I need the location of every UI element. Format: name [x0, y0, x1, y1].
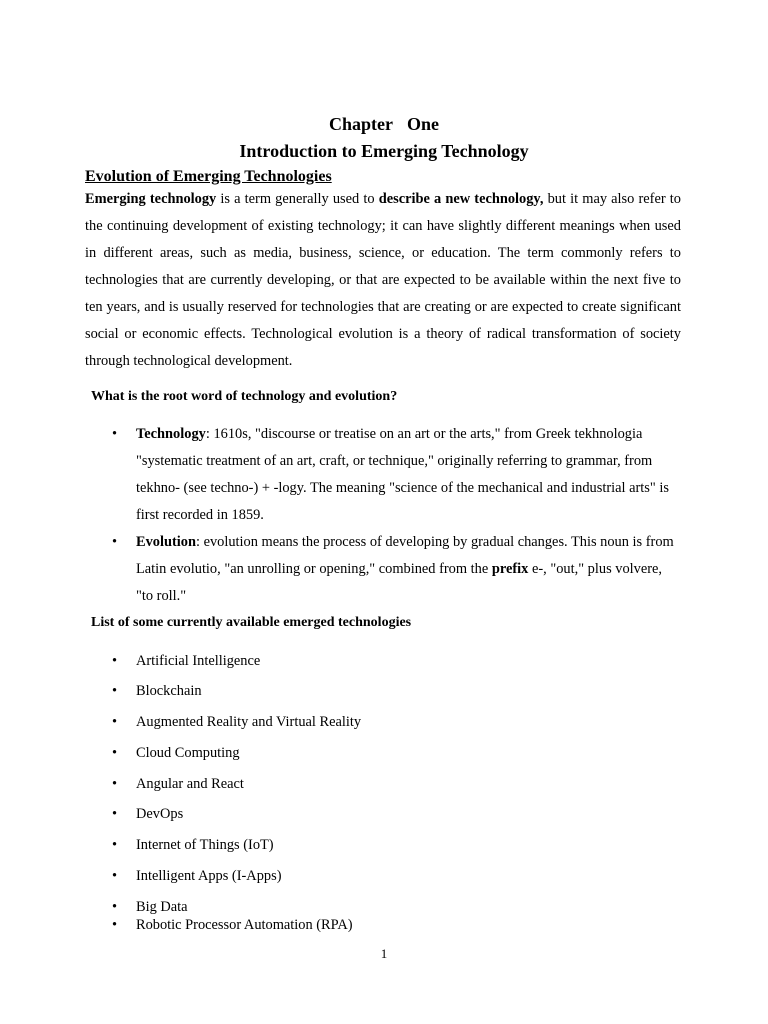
definition-term: Technology — [136, 426, 206, 442]
bullet: • — [112, 745, 118, 761]
list-heading: List of some currently available emerged technologies — [91, 615, 412, 630]
section-heading: Evolution of Emerging Technologies — [85, 168, 332, 185]
intro-text-1: is a term generally used to — [216, 191, 379, 207]
list-item — [110, 714, 361, 731]
list-item — [110, 745, 240, 762]
question-heading: What is the root word of technology and evolution? — [91, 389, 398, 404]
list-item-label: Intelligent Apps (I-Apps) — [136, 868, 282, 884]
bullet: • — [112, 776, 118, 792]
bullet: • — [112, 714, 118, 730]
list-item — [110, 683, 202, 700]
definition-text-2: e-, "out," plus volvere, "to roll." — [136, 561, 663, 604]
list-item — [110, 653, 260, 670]
bullet: • — [112, 917, 118, 933]
bullet: • — [112, 806, 118, 822]
list-item-label: Big Data — [136, 899, 188, 915]
intro-text-2: but it may also refer to the continuing development of existing technology; it can have slightly different meanings when used in different areas, such as media, business, science, or education. The term commonly refers to technologies that are currently developing, or that are expected to be available within the next five to ten years, and is usually reserved for technologies that are creating or are expected to create significant social or economic effects. Technological evolution is a theory of radical transformation of society through technological development. — [85, 191, 681, 369]
list-item-label: DevOps — [136, 806, 184, 822]
page-number: 1 — [380, 946, 388, 961]
list-item-label: Internet of Things (IoT) — [136, 837, 274, 853]
list-item-label: Robotic Processor Automation (RPA) — [136, 917, 353, 933]
list-item-label: Augmented Reality and Virtual Reality — [136, 714, 362, 730]
bullet: • — [112, 653, 118, 669]
definition-text: : 1610s, "discourse or treatise on an art or the arts," from Greek tekhnologia "systematic treatment of an art, craft, or technique," originally referring to grammar, from tekhno- (see techno-) + -logy. The meaning "science of the mechanical and industrial arts" is first recorded in 1859. — [136, 426, 669, 523]
definition-term: Evolution — [136, 534, 196, 550]
bullet: • — [112, 426, 118, 442]
intro-paragraph — [85, 186, 681, 375]
chapter-word: Chapter — [328, 114, 393, 134]
bullet: • — [112, 899, 118, 915]
list-item-label: Cloud Computing — [136, 745, 240, 761]
definition-bold-word: prefix — [491, 561, 529, 577]
list-item-label: Blockchain — [136, 683, 202, 699]
list-item — [110, 868, 281, 885]
list-item — [110, 917, 353, 934]
definition-list — [110, 421, 682, 610]
list-item — [110, 776, 244, 793]
list-item — [110, 899, 188, 916]
page-title: Introduction to Emerging Technology — [239, 141, 529, 161]
list-item — [110, 806, 183, 823]
chapter-label — [0, 114, 768, 135]
bullet: • — [112, 868, 118, 884]
intro-term: Emerging technology — [85, 191, 217, 207]
bullet: • — [112, 683, 118, 699]
list-item-label: Artificial Intelligence — [136, 653, 261, 669]
bullet: • — [112, 534, 118, 550]
chapter-number: One — [406, 114, 439, 134]
list-item-label: Angular and React — [136, 776, 244, 792]
list-item — [110, 837, 274, 854]
bullet: • — [112, 837, 118, 853]
definition-item-evolution — [110, 529, 682, 610]
definition-text-1: : evolution means the process of developing by gradual changes. This noun is from Latin evolutio, "an unrolling or opening," combined from the — [136, 534, 674, 577]
intro-phrase: describe a new technology, — [378, 191, 544, 207]
definition-item-technology — [110, 421, 682, 529]
